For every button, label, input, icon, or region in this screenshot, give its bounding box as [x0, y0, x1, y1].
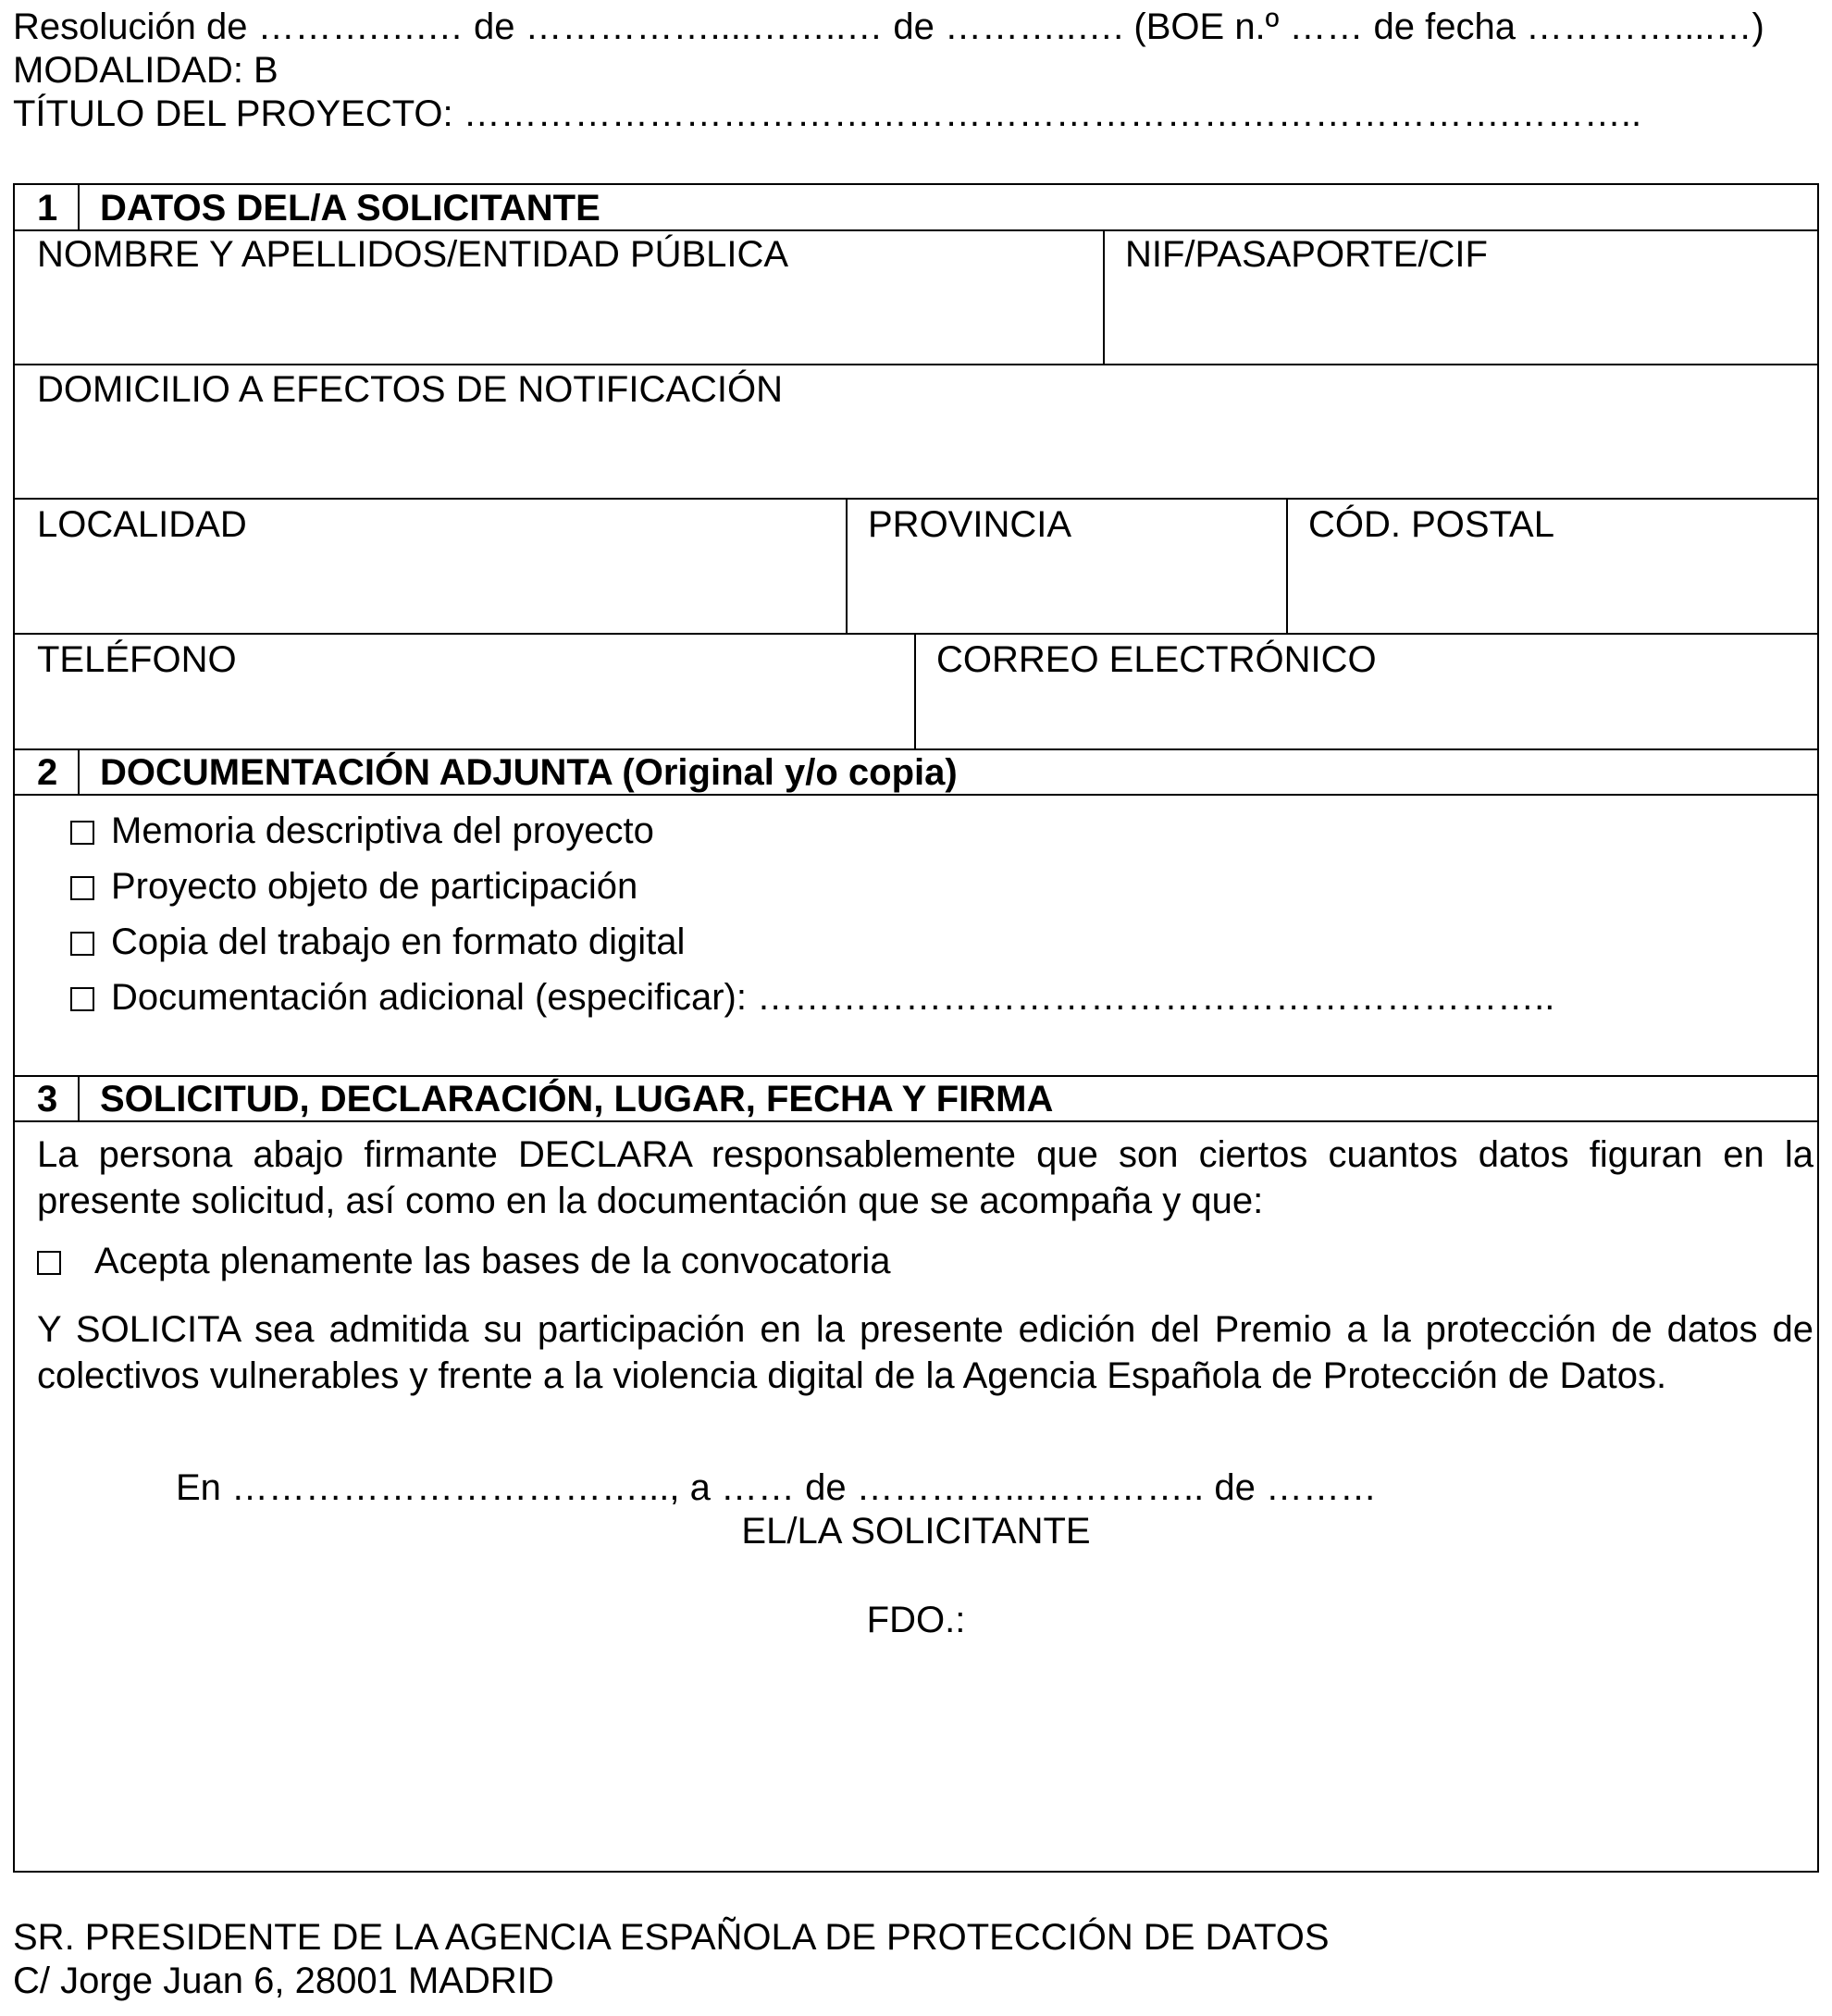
- nif-field[interactable]: NIF/PASAPORTE/CIF: [1125, 234, 1488, 275]
- solicitud-text: Y SOLICITA sea admitida su participación en la presente edición del Premio a la protección de datos de colectivos vulnerables y frente a la violencia digital de la Agencia Española de Protección de Datos.: [37, 1309, 1813, 1396]
- checkbox-item[interactable]: [70, 976, 1554, 1019]
- checkbox-item[interactable]: [70, 921, 685, 963]
- checkbox-icon[interactable]: [70, 987, 94, 1011]
- divider: [15, 364, 1817, 365]
- titulo-proyecto-line[interactable]: TÍTULO DEL PROYECTO: ………………………………………………………………………….………..: [13, 93, 1642, 134]
- direccion-line: C/ Jorge Juan 6, 28001 MADRID: [13, 1960, 554, 2001]
- acepta-bases-item[interactable]: [37, 1240, 891, 1282]
- codigo-postal-field[interactable]: CÓD. POSTAL: [1308, 504, 1554, 545]
- section-1-title: DATOS DEL/A SOLICITANTE: [100, 188, 600, 229]
- divider: [15, 633, 1817, 635]
- application-form: [13, 183, 1819, 1873]
- checkbox-icon[interactable]: [70, 932, 94, 956]
- section-number-divider: [78, 1075, 80, 1120]
- section-3-number: 3: [37, 1079, 58, 1119]
- divider: [1286, 498, 1288, 633]
- section-2-title: DOCUMENTACIÓN ADJUNTA (Original y/o copia): [100, 752, 958, 793]
- lugar-fecha-line[interactable]: En ……………………………..., a …… de …………...………….. de ………: [176, 1467, 1377, 1508]
- divider: [914, 633, 916, 748]
- section-3-title: SOLICITUD, DECLARACIÓN, LUGAR, FECHA Y FIRMA: [100, 1079, 1054, 1119]
- checkbox-label: Acepta plenamente las bases de la convocatoria: [94, 1241, 891, 1281]
- divider: [15, 498, 1817, 500]
- checkbox-icon[interactable]: [70, 821, 94, 845]
- checkbox-item[interactable]: [70, 810, 654, 852]
- section-number-divider: [78, 185, 80, 229]
- correo-field[interactable]: CORREO ELECTRÓNICO: [936, 639, 1377, 680]
- destinatario-line: SR. PRESIDENTE DE LA AGENCIA ESPAÑOLA DE PROTECCIÓN DE DATOS: [13, 1917, 1330, 1958]
- divider: [15, 794, 1817, 796]
- localidad-field[interactable]: LOCALIDAD: [37, 504, 247, 545]
- checkbox-label: Documentación adicional (especificar): ………………………………………………………..: [111, 977, 1555, 1018]
- nombre-field[interactable]: NOMBRE Y APELLIDOS/ENTIDAD PÚBLICA: [37, 234, 789, 275]
- divider: [1103, 229, 1105, 364]
- checkbox-icon[interactable]: [37, 1251, 61, 1275]
- divider: [15, 1075, 1817, 1077]
- checkbox-label: Proyecto objeto de participación: [111, 866, 638, 907]
- divider: [15, 1120, 1817, 1122]
- telefono-field[interactable]: TELÉFONO: [37, 639, 237, 680]
- checkbox-item[interactable]: [70, 865, 637, 908]
- checkbox-label: Memoria descriptiva del proyecto: [111, 810, 654, 851]
- section-2-number: 2: [37, 752, 58, 793]
- divider: [15, 748, 1817, 750]
- declaracion-text: La persona abajo firmante DECLARA responsablemente que son ciertos cuantos datos figuran en la presente solicitud, así como en la documentación que se acompaña y que:: [37, 1134, 1813, 1221]
- section-number-divider: [78, 748, 80, 794]
- domicilio-field[interactable]: DOMICILIO A EFECTOS DE NOTIFICACIÓN: [37, 369, 784, 410]
- solicitante-label: EL/LA SOLICITANTE: [741, 1511, 1091, 1552]
- firma-label: FDO.:: [866, 1600, 966, 1640]
- divider: [15, 229, 1817, 231]
- provincia-field[interactable]: PROVINCIA: [868, 504, 1072, 545]
- modalidad-line: MODALIDAD: B: [13, 50, 279, 91]
- divider: [846, 498, 848, 633]
- section-1-number: 1: [37, 188, 58, 229]
- checkbox-icon[interactable]: [70, 876, 94, 900]
- resolucion-line: Resolución de ……….….… de ……………....……..… de ………..…. (BOE n.º …… de fecha …………....…): [13, 6, 1764, 47]
- checkbox-label: Copia del trabajo en formato digital: [111, 921, 686, 962]
